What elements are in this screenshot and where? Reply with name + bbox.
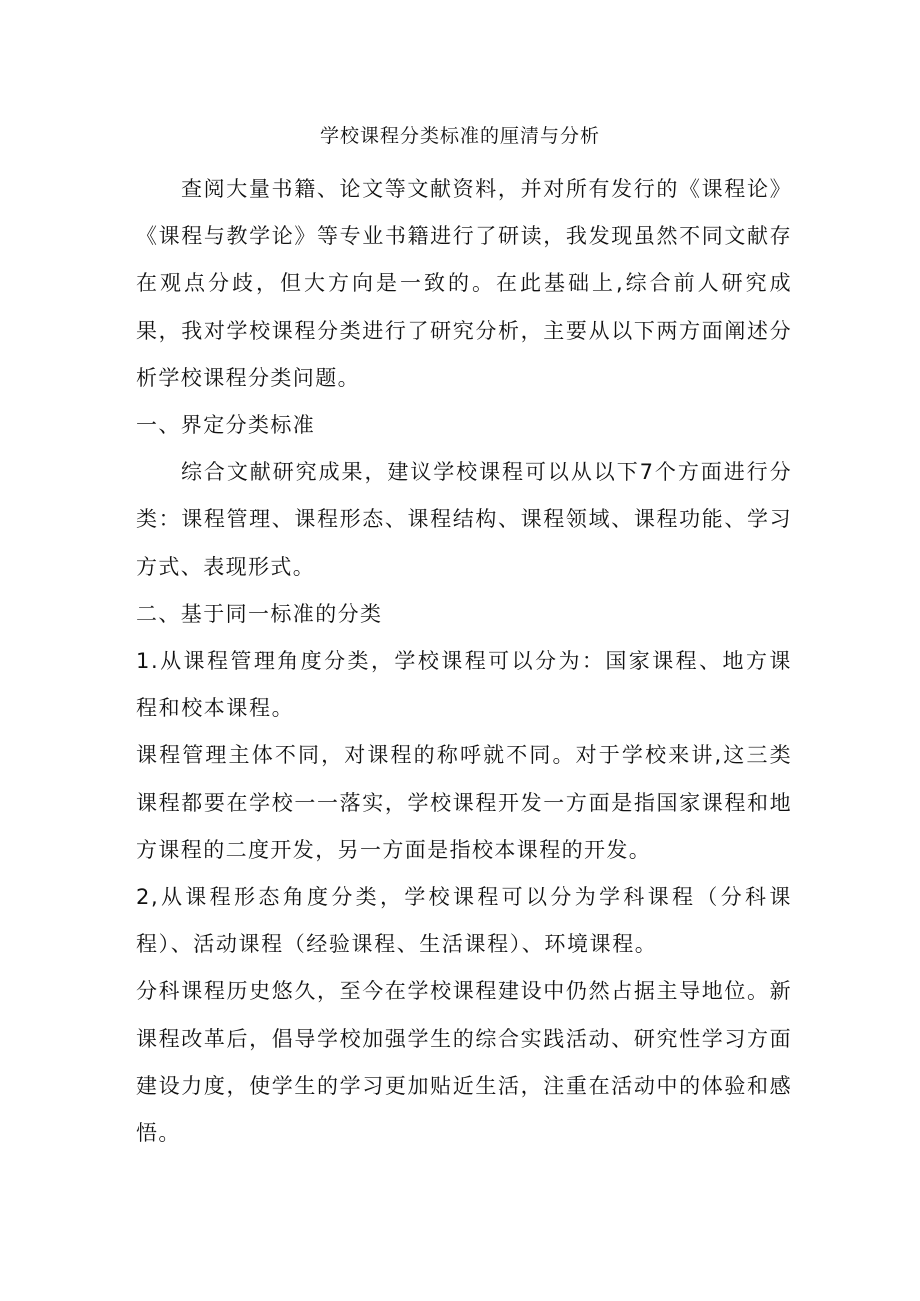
section-heading-1: 一、界定分类标准 [136,413,316,438]
section-heading-2: 二、基于同一标准的分类 [136,601,383,626]
form-explanation-paragraph: 分科课程历史悠久，至今在学校课程建设中仍然占据主导地位。新课程改革后，倡导学校加强学生的综合实践活动、研究性学习方面建设力度，使学生的学习更加贴近生活，注重在活动中的体验和感悟。 [136,979,792,1146]
management-explanation-paragraph: 课程管理主体不同，对课程的称呼就不同。对于学校来讲,这三类课程都要在学校一一落实，学校课程开发一方面是指国家课程和地方课程的二度开发，另一方面是指校本课程的开发。 [136,743,792,862]
list-item-1: 1.从课程管理角度分类，学校课程可以分为：国家课程、地方课程和校本课程。 [136,649,792,721]
intro-paragraph: 查阅大量书籍、论文等文献资料，并对所有发行的《课程论》《课程与教学论》等专业书籍进行了研读，我发现虽然不同文献存在观点分歧，但大方向是一致的。在此基础上,综合前人研究成果，我对学校课程分类进行了研究分析，主要从以下两方面阐述分析学校课程分类问题。 [136,177,792,390]
document-title: 学校课程分类标准的厘清与分析 [319,125,600,147]
classification-criteria-paragraph: 综合文献研究成果，建议学校课程可以从以下7个方面进行分类：课程管理、课程形态、课程结构、课程领域、课程功能、学习方式、表现形式。 [136,460,792,579]
list-item-2: 2,从课程形态角度分类，学校课程可以分为学科课程（分科课程）、活动课程（经验课程、生活课程）、环境课程。 [136,885,792,957]
document-body [136,166,792,1157]
